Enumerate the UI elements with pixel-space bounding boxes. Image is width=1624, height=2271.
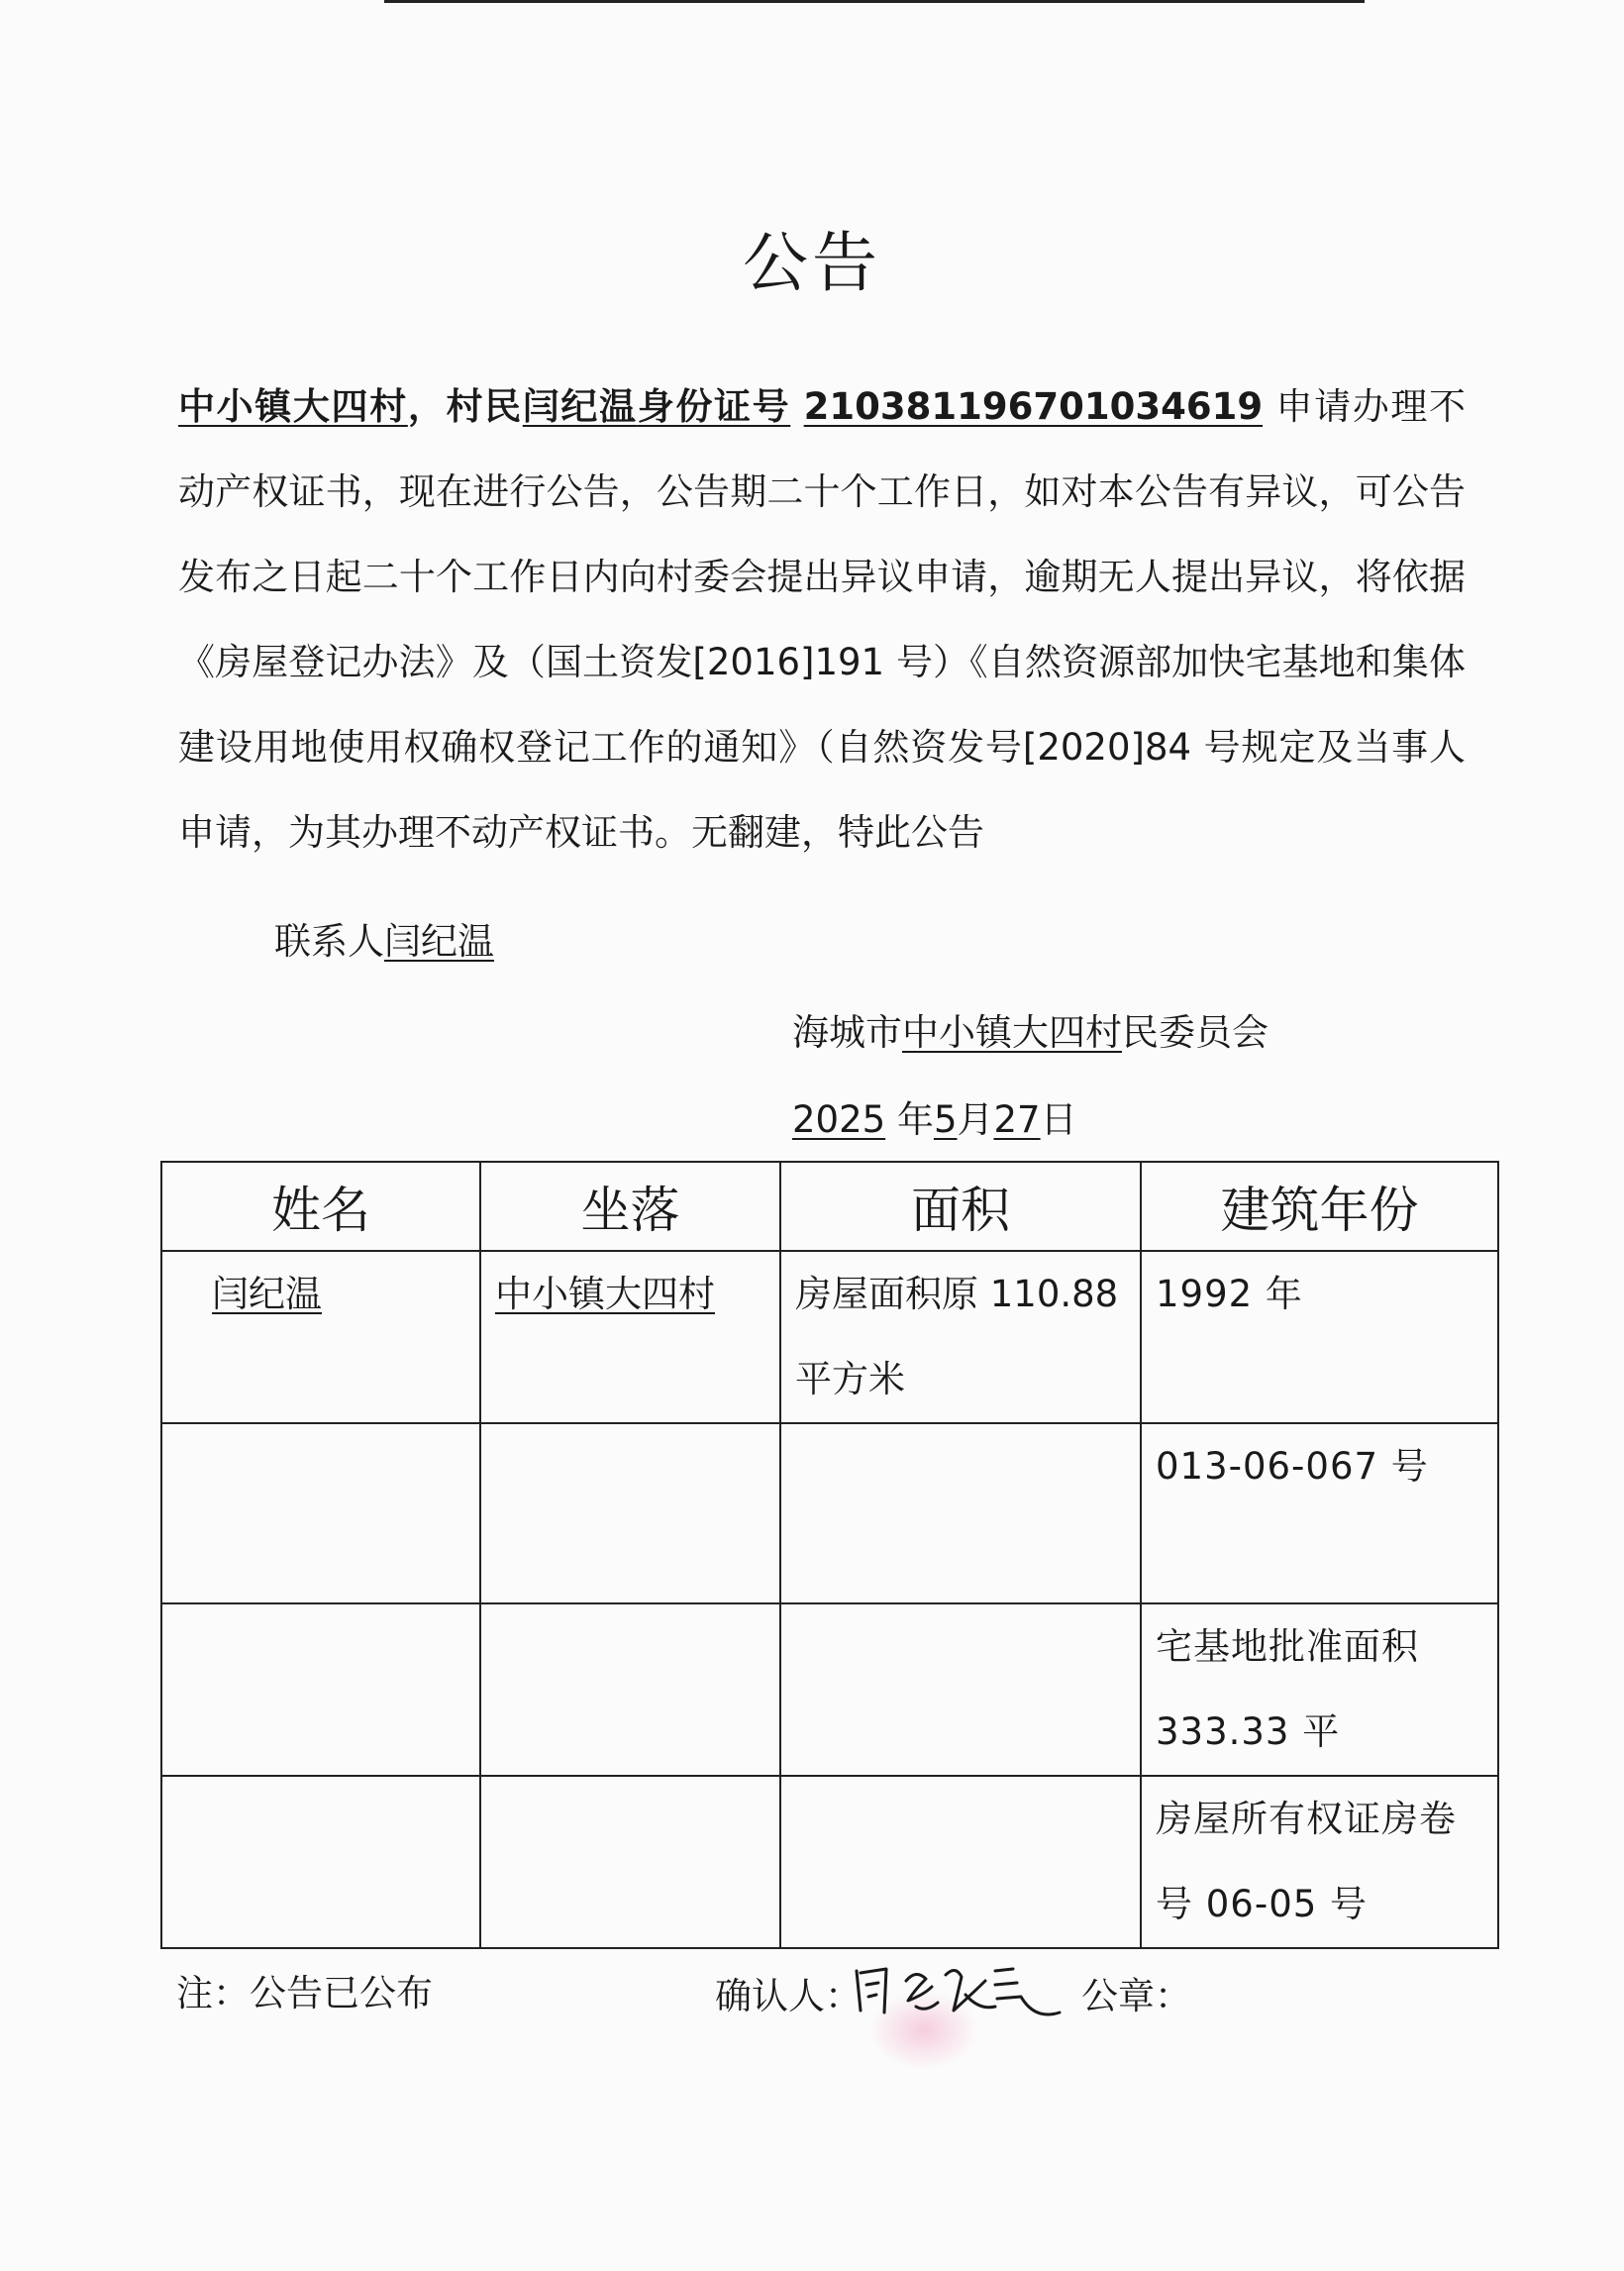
separator: ， bbox=[407, 385, 447, 428]
cell-area bbox=[780, 1423, 1141, 1603]
footer-note: 注：公告已公布 bbox=[176, 1972, 433, 2014]
header-location: 坐落 bbox=[480, 1162, 780, 1251]
confirm-label: 确认人： bbox=[715, 1975, 862, 2017]
date-month-unit: 月 bbox=[957, 1098, 994, 1141]
cell-area: 房屋面积原 110.88 平方米 bbox=[780, 1251, 1141, 1423]
issuer-line bbox=[792, 1002, 1269, 1056]
date-year-unit: 年 bbox=[896, 1098, 934, 1141]
cell-location-text: 中小镇大四村 bbox=[495, 1273, 715, 1315]
cell-name bbox=[161, 1603, 480, 1776]
date-day: 27 bbox=[993, 1098, 1041, 1141]
issue-date bbox=[792, 1089, 1077, 1143]
cell-name bbox=[161, 1423, 480, 1603]
date-year: 2025 bbox=[792, 1098, 886, 1141]
cell-location bbox=[480, 1603, 780, 1776]
table-row bbox=[161, 1251, 1498, 1423]
notice-body bbox=[178, 364, 1466, 876]
villager-label: 村民 bbox=[446, 385, 523, 428]
issuer-suffix: 民委员会 bbox=[1122, 1011, 1269, 1054]
property-table bbox=[160, 1161, 1499, 1949]
top-rule bbox=[384, 0, 1365, 3]
header-year: 建筑年份 bbox=[1141, 1162, 1498, 1251]
issuer-village: 中小镇大四村 bbox=[902, 1011, 1122, 1054]
header-area: 面积 bbox=[780, 1162, 1141, 1251]
contact-line bbox=[274, 911, 494, 965]
cell-location bbox=[480, 1423, 780, 1603]
cell-area bbox=[780, 1776, 1141, 1948]
contact-label: 联系人 bbox=[274, 920, 384, 963]
issuer-prefix: 海城市 bbox=[792, 1011, 902, 1054]
cell-year: 013-06-067 号 bbox=[1141, 1423, 1498, 1603]
table-row bbox=[161, 1603, 1498, 1776]
cell-year: 宅基地批准面积 333.33 平 bbox=[1141, 1603, 1498, 1776]
table-header-row bbox=[161, 1162, 1498, 1251]
cell-location bbox=[480, 1776, 780, 1948]
id-label: 身份证号 bbox=[637, 385, 791, 428]
date-month: 5 bbox=[933, 1098, 958, 1141]
cell-name-text: 闫纪温 bbox=[212, 1273, 322, 1315]
page-title: 公告 bbox=[743, 225, 881, 301]
date-day-unit: 日 bbox=[1040, 1098, 1077, 1141]
seal-label: 公章： bbox=[1081, 1975, 1191, 2017]
header-name: 姓名 bbox=[161, 1162, 480, 1251]
table-row bbox=[161, 1423, 1498, 1603]
contact-name: 闫纪温 bbox=[384, 920, 494, 963]
cell-name bbox=[161, 1251, 480, 1423]
cell-year: 房屋所有权证房卷号 06-05 号 bbox=[1141, 1776, 1498, 1948]
cell-location bbox=[480, 1251, 780, 1423]
cell-name bbox=[161, 1776, 480, 1948]
handwritten-signature bbox=[847, 1951, 1069, 2040]
cell-area bbox=[780, 1603, 1141, 1776]
village-name: 中小镇大四村 bbox=[178, 385, 408, 428]
cell-year: 1992 年 bbox=[1141, 1251, 1498, 1423]
id-number: 210381196701034619 bbox=[803, 385, 1264, 428]
notice-text: 申请办理不动产权证书，现在进行公告，公告期二十个工作日，如对本公告有异议，可公告发布之日起二十个工作日内向村委会提出异议申请，逾期无人提出异议，将依据《房屋登记办法》及（国土资发[2016]191 号）《自然资源部加快宅基地和集体建设用地使用权确权登记工作的通知》（自然资发号[2020]84 号规定及当事人申请，为其办理不动产权证书。无翻建，特此公告 bbox=[178, 385, 1467, 854]
villager-name: 闫纪温 bbox=[522, 385, 638, 428]
table-row bbox=[161, 1776, 1498, 1948]
